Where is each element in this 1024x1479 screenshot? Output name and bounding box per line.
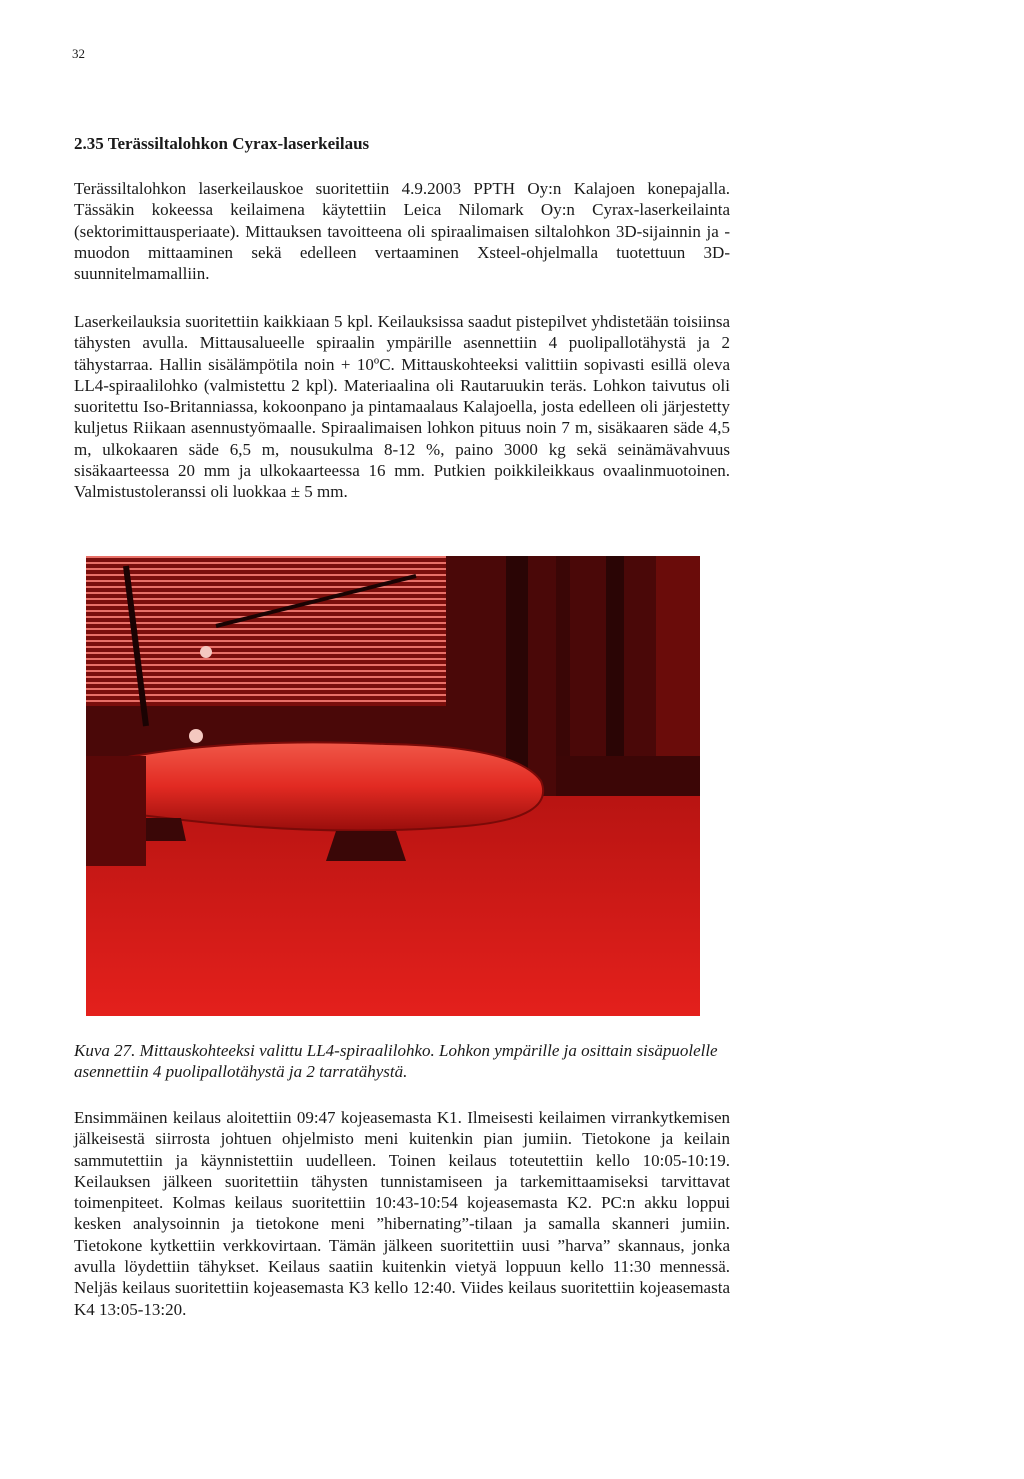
photo-illustration xyxy=(86,556,700,1016)
pipe-support xyxy=(141,818,186,841)
foreground-block xyxy=(86,756,146,866)
spiral-pipe-block xyxy=(86,742,543,830)
target-sphere xyxy=(189,729,203,743)
machinery xyxy=(556,756,700,796)
paragraph-intro: Terässiltalohkon laserkeilauskoe suoritettiin 4.9.2003 PPTH Oy:n Kalajoen konepajalla. Tässäkin kokeessa keilaimena käytettiin Leica Nilomark Oy:n Cyrax-laserkeilainta (sektorimittausperiaate). Mittauksen tavoitteena oli spiraalimaisen siltalohkon 3D-sijainnin ja -muodon mittaaminen sekä edelleen vertaaminen Xsteel-ohjelmalla tuotettuun 3D-suunnitelmamalliin. xyxy=(74,179,730,284)
photo-spiral-block xyxy=(86,556,700,1016)
figure-caption: Kuva 27. Mittauskohteeksi valittu LL4-spiraalilohko. Lohkon ympärille ja osittain sisäpuolelle asennettiin 4 puolipallotähystä ja 2 tarratähystä. xyxy=(74,1041,718,1082)
paragraph-scan-details: Laserkeilauksia suoritettiin kaikkiaan 5 kpl. Keilauksissa saadut pistepilvet yhdistetään toisiinsa tähysten avulla. Mittausalueelle spiraalin ympärille asennettiin 4 puolipallotähystä ja 2 tähystarraa. Hallin sisälämpötila noin + 10ºC. Mittauskohteeksi valittiin sopivasti esillä oleva LL4-spiraalilohko (valmistettu 2 kpl). Materiaalina oli Rautaruukin teräs. Lohkon taivutus oli suoritettu Iso-Britanniassa, kokoonpano ja pintamaalaus Kalajoella, josta edelleen oli järjestetty kuljetus Riikaan asennustyömaalle. Spiraalimaisen lohkon pituus noin 7 m, sisäkaaren säde 4,5 m, ulkokaaren säde 6,5 m, nousukulma 8-12 %, paino 3000 kg sekä seinämävahvuus sisäkaarteessa 20 mm ja ulkokaarteessa 16 mm. Putkien poikkileikkaus ovaalinmuotoinen. Valmistustoleranssi oli luokkaa ± 5 mm. xyxy=(74,312,730,502)
page-number: 32 xyxy=(72,46,85,61)
section-title: 2.35 Terässiltalohkon Cyrax-laserkeilaus xyxy=(74,134,370,153)
paragraph-scan-log: Ensimmäinen keilaus aloitettiin 09:47 kojeasemasta K1. Ilmeisesti keilaimen virrankytkemisen jälkeisestä siirrosta johtuen ohjelmisto meni kuitenkin pian jumiin. Tietokone ja keilain sammutettiin ja käynnistettiin uudelleen. Toinen keilaus toteutettiin kello 10:05-10:19. Keilauksen jälkeen suoritettiin tähysten tunnistamiseen ja tarkemittaamiseksi tarvittavat toimenpiteet. Kolmas keilaus suoritettiin 10:43-10:54 kojeasemasta K2. PC:n akku loppui kesken analysoinnin ja tietokone meni ”hibernating”-tilaan ja samalla skanneri jumiin. Tietokone kytkettiin verkkovirtaan. Tämän jälkeen suoritettiin uusi ”harva” skannaus, jonka avulla löydettiin tähykset. Keilaus saatiin kuitenkin vietyä loppuun kello 11:30 mennessä. Neljäs keilaus suoritettiin kojeasemasta K3 kello 12:40. Viides keilaus suoritettiin kojeasemasta K4 13:05-13:20. xyxy=(74,1108,730,1319)
target-sphere xyxy=(200,646,212,658)
pipe-support xyxy=(326,831,406,861)
